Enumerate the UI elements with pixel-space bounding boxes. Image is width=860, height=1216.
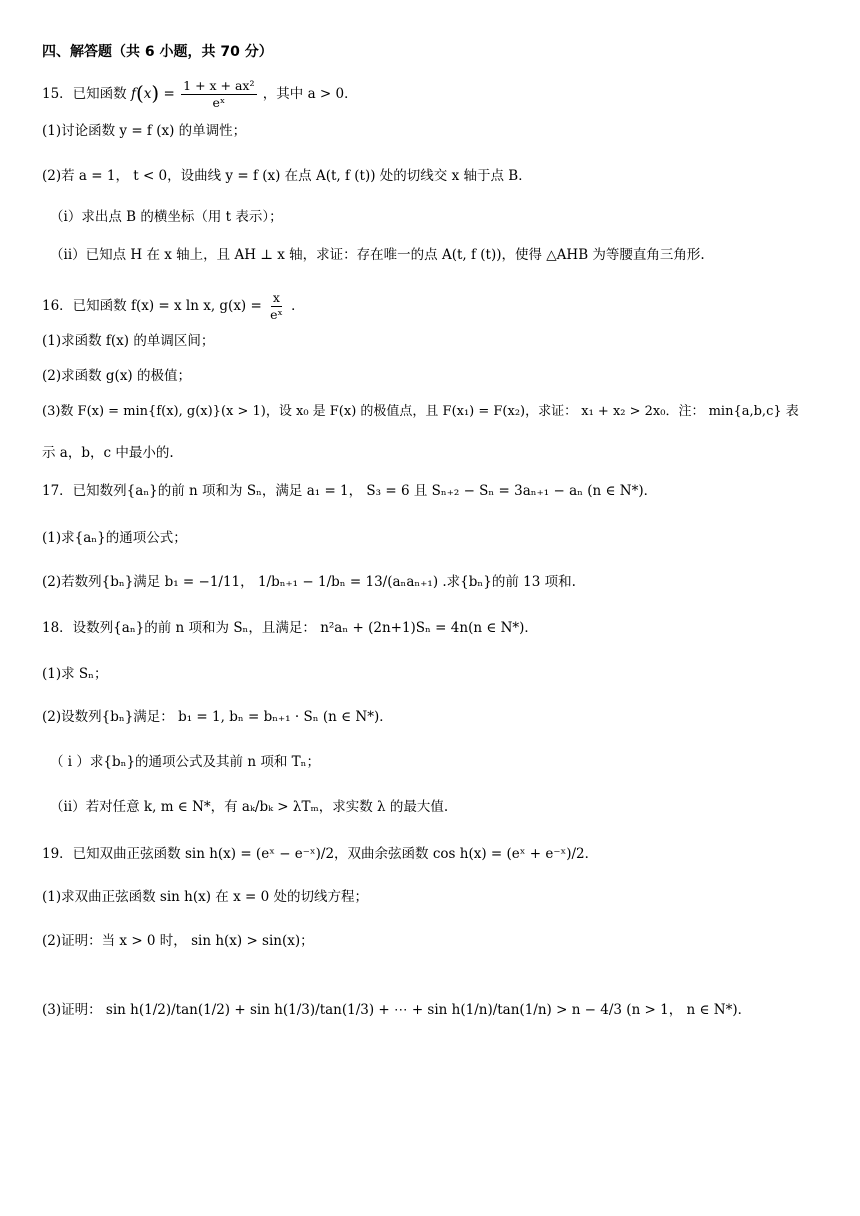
problem-18-intro: 18．设数列{aₙ}的前 n 项和为 Sₙ，且满足： n²aₙ + (2n+1)Sₙ = 4n(n ∈ N*)．: [42, 620, 538, 636]
p16-part-1: (1)求函数 f(x) 的单调区间；: [42, 333, 215, 349]
p19-part-2: (2)证明：当 x > 0 时， sin h(x) > sin(x)；: [42, 933, 314, 949]
p17-part-2: (2)若数列{bₙ}满足 b₁ = −1/11， 1/bₙ₊₁ − 1/bₙ = 13/(aₙaₙ₊₁) .求{bₙ}的前 13 项和.: [42, 574, 576, 590]
p16-part-3-cont: 示 a，b，c 中最小的.: [42, 445, 174, 461]
section-header: 四、解答题（共 6 小题，共 70 分）: [42, 44, 273, 60]
p16-intro-before: 16．已知函数 f(x) = x ln x, g(x) =: [42, 298, 262, 314]
p16-fraction-den: eˣ: [270, 307, 283, 322]
p15-part-2-i: （i）求出点 B 的横坐标（用 t 表示）；: [50, 209, 283, 225]
p19-part-1: (1)求双曲正弦函数 sin h(x) 在 x = 0 处的切线方程；: [42, 889, 368, 905]
p18-part-1: (1)求 Sₙ；: [42, 666, 108, 682]
p16-part-3: (3)数 F(x) = min{f(x), g(x)}(x > 1)，设 x₀ 是 F(x) 的极值点，且 F(x₁) = F(x₂)，求证： x₁ + x₂ > 2x₀．注： min{a,b,c} 表: [42, 404, 799, 419]
problem-16-intro: [42, 290, 305, 323]
p16-intro-after: ．: [291, 298, 305, 314]
p15-intro-before: 15．已知函数: [42, 86, 127, 102]
p16-fraction-num: x: [272, 290, 280, 305]
p15-fraction-den: eˣ: [212, 95, 226, 110]
p18-part-2-ii: （ii）若对任意 k, m ∈ N*，有 aₖ/bₖ > λTₘ，求实数 λ 的最大值.: [50, 799, 449, 815]
p16-fraction: [268, 290, 285, 323]
p16-part-2: (2)求函数 g(x) 的极值；: [42, 368, 191, 384]
problem-15-intro: 15．已知函数 f(x) = $\frac{\text{1 + x + ax²}}{\text{eˣ}}$ ，其中 a > 0．: [42, 78, 358, 110]
problem-17-intro: 17．已知数列{aₙ}的前 n 项和为 Sₙ，满足 a₁ = 1， S₃ = 6 且 Sₙ₊₂ − Sₙ = 3aₙ₊₁ − aₙ (n ∈ N*)．: [42, 483, 658, 499]
p15-part-1: (1)讨论函数 y = f (x) 的单调性；: [42, 123, 247, 139]
p15-intro-after: ，其中 a > 0．: [262, 86, 358, 102]
p18-part-2: (2)设数列{bₙ}满足： b₁ = 1, bₙ = bₙ₊₁ · Sₙ (n ∈ N*)．: [42, 709, 393, 725]
p17-part-1: (1)求{aₙ}的通项公式；: [42, 530, 187, 546]
p19-part-3: (3)证明： sin h(1/2)/tan(1/2) + sin h(1/3)/tan(1/3) + ⋯ + sin h(1/n)/tan(1/n) > n − 4/3 (n > 1， n ∈ N*)．: [42, 1002, 752, 1018]
p18-part-2-i: （ i ）求{bₙ}的通项公式及其前 n 项和 Tₙ；: [50, 754, 320, 770]
problem-19-intro: 19．已知双曲正弦函数 sin h(x) = (eˣ − e⁻ˣ)/2，双曲余弦函数 cos h(x) = (eˣ + e⁻ˣ)/2．: [42, 846, 599, 862]
p15-part-2: (2)若 a = 1， t < 0，设曲线 y = f (x) 在点 A(t, f (t)) 处的切线交 x 轴于点 B．: [42, 168, 532, 184]
p15-fraction: [181, 78, 256, 111]
p15-part-2-ii: （ii）已知点 H 在 x 轴上，且 AH ⊥ x 轴，求证：存在唯一的点 A(t, f (t))，使得 △AHB 为等腰直角三角形.: [50, 247, 705, 263]
p15-fraction-num: 1 + x + ax²: [183, 78, 255, 93]
